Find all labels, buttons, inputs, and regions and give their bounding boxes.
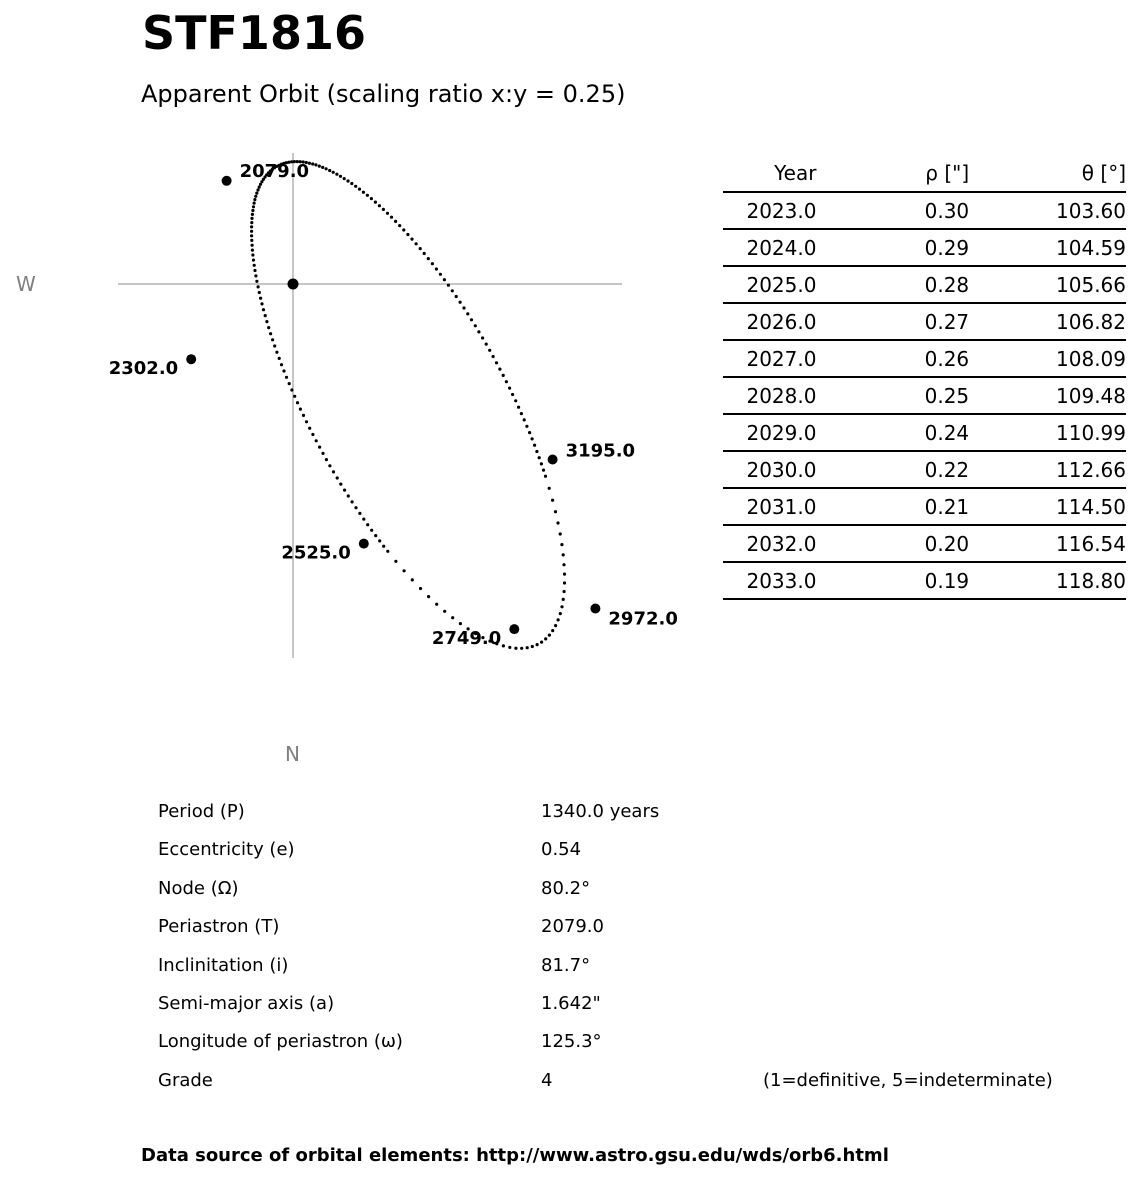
element-row (0, 910, 1141, 948)
orbit-dot (525, 425, 528, 428)
orbit-dot (520, 412, 523, 415)
orbit-dot (362, 518, 365, 521)
table-row (723, 451, 1126, 488)
orbit-dot (538, 456, 541, 459)
orbit-dot (492, 355, 495, 358)
epoch-marker (359, 539, 369, 549)
element-name: Eccentricity (e) (158, 839, 295, 861)
epoch-marker (509, 624, 519, 634)
grade-note: (1=definitive, 5=indeterminate) (763, 1069, 1053, 1091)
orbit-dot (332, 171, 335, 174)
epoch-label: 2525.0 (281, 542, 351, 564)
orbit-dot (354, 185, 357, 188)
orbit-dot (290, 388, 293, 391)
orbit-dot (562, 563, 565, 566)
orbit-dot (250, 239, 253, 242)
orbit-dot (560, 543, 563, 546)
element-row (0, 1025, 1141, 1063)
orbit-dot (250, 225, 253, 228)
orbit-dot (557, 618, 560, 621)
axis-label-north: N (285, 742, 300, 766)
orbit-dot (252, 259, 255, 262)
orbit-dot (502, 644, 505, 647)
orbit-dot (544, 637, 547, 640)
orbit-dot (559, 532, 562, 535)
cell-theta: 112.66 (969, 451, 1126, 488)
orbit-dot (267, 326, 270, 329)
orbit-dot (252, 205, 255, 208)
element-name: Periastron (T) (158, 916, 280, 938)
orbit-dot (435, 267, 438, 270)
orbit-dot (311, 433, 314, 436)
orbit-dot (370, 529, 373, 532)
orbit-dot (517, 406, 520, 409)
header-rho: ρ ["] (816, 155, 969, 192)
element-name: Inclinitation (i) (158, 954, 289, 976)
cell-rho: 0.26 (816, 340, 969, 377)
orbit-dot (257, 285, 260, 288)
orbit-dot (536, 643, 539, 646)
element-name: Node (Ω) (158, 877, 239, 899)
orbit-dot (370, 197, 373, 200)
orbit-dot (520, 647, 523, 650)
element-value: 80.2° (541, 877, 591, 899)
orbit-dot (477, 330, 480, 333)
orbit-dot (459, 301, 462, 304)
orbit-dot (358, 512, 361, 515)
orbit-dot (299, 408, 302, 411)
orbit-dot (551, 629, 554, 632)
orbit-dot (271, 338, 274, 341)
orbit-dot (250, 230, 253, 233)
orbit-dot (346, 179, 349, 182)
orbit-dot (325, 167, 328, 170)
orbit-dot (554, 624, 557, 627)
orbit-dot (398, 224, 401, 227)
orbit-dot (544, 475, 547, 478)
table-row (723, 229, 1126, 266)
orbit-dot (508, 646, 511, 649)
element-row (0, 833, 1141, 871)
orbit-dot (280, 363, 283, 366)
orbit-dot (253, 198, 256, 201)
orbit-dot (378, 539, 381, 542)
orbit-dot (531, 437, 534, 440)
orbit-dot (470, 318, 473, 321)
table-row (723, 525, 1126, 562)
orbit-dot (386, 212, 389, 215)
orbit-dot (526, 646, 529, 649)
orbit-dot (451, 616, 454, 619)
orbit-dot (250, 221, 253, 224)
highlighted-epochs (109, 161, 678, 649)
orbit-dot (386, 550, 389, 553)
orbit-dot (390, 216, 393, 219)
element-name: Longitude of periastron (ω) (158, 1031, 403, 1053)
orbit-dot (269, 332, 272, 335)
orbit-dot (540, 641, 543, 644)
element-row (0, 949, 1141, 987)
orbit-dot (423, 252, 426, 255)
orbit-dot (394, 220, 397, 223)
cell-year: 2027.0 (723, 340, 816, 377)
orbit-dot (382, 545, 385, 548)
orbit-dot (343, 489, 346, 492)
orbit-dot (315, 439, 318, 442)
orbit-dot (466, 312, 469, 315)
element-value: 81.7° (541, 954, 591, 976)
element-row (0, 872, 1141, 910)
orbit-dot (321, 452, 324, 455)
orbit-dot (293, 395, 296, 398)
orbit-dot (335, 173, 338, 176)
orbit-dot (374, 534, 377, 537)
orbit-dot (308, 427, 311, 430)
ephemeris-header-row (723, 155, 1126, 192)
orbit-dot (533, 444, 536, 447)
cell-theta: 118.80 (969, 562, 1126, 599)
orbit-dot (258, 291, 261, 294)
orbit-dot (254, 195, 257, 198)
header-year: Year (723, 155, 816, 192)
orbit-dot (339, 175, 342, 178)
orbit-dot (328, 169, 331, 172)
epoch-marker (222, 176, 232, 186)
element-name: Period (P) (158, 801, 245, 822)
element-value: 2079.0 (541, 916, 604, 938)
orbit-dot (410, 238, 413, 241)
orbit-dot (459, 622, 462, 625)
cell-theta: 109.48 (969, 377, 1126, 414)
orbit-dot (508, 387, 511, 390)
orbit-dot (321, 166, 324, 169)
orbit-dot (256, 188, 259, 191)
orbital-elements (0, 795, 1141, 1102)
orbit-dot (265, 320, 268, 323)
table-row (723, 562, 1126, 599)
cell-theta: 104.59 (969, 229, 1126, 266)
orbit-dot (305, 420, 308, 423)
orbit-dot (264, 314, 267, 317)
orbit-dot (262, 308, 265, 311)
orbit-dot (502, 374, 505, 377)
orbit-dot (358, 188, 361, 191)
orbit-dot (253, 269, 256, 272)
orbit-dot (251, 244, 254, 247)
orbit-dot (439, 273, 442, 276)
cell-theta: 108.09 (969, 340, 1126, 377)
orbit-dot (318, 165, 321, 168)
cell-rho: 0.20 (816, 525, 969, 562)
orbit-dot (318, 446, 321, 449)
orbit-dot (481, 336, 484, 339)
cell-year: 2030.0 (723, 451, 816, 488)
element-row (0, 1064, 1141, 1102)
data-source-footer: Data source of orbital elements: http://www.astro.gsu.edu/wds/orb6.html (141, 1145, 889, 1166)
cell-rho: 0.19 (816, 562, 969, 599)
orbit-dot (528, 431, 531, 434)
orbit-dot (562, 598, 565, 601)
orbit-dot (505, 380, 508, 383)
epoch-label: 2972.0 (608, 608, 678, 630)
primary-star-marker (288, 279, 299, 290)
orbit-dot (427, 257, 430, 260)
orbit-dot (403, 569, 406, 572)
orbit-dot (498, 368, 501, 371)
orbit-dot (255, 280, 258, 283)
element-value: 1340.0 years (541, 801, 660, 822)
orbit-dot (354, 506, 357, 509)
header-theta: θ [°] (969, 155, 1126, 192)
orbit-dot (411, 578, 414, 581)
orbit-dot (419, 247, 422, 250)
element-value: 0.54 (541, 839, 582, 861)
orbit-dot (296, 401, 299, 404)
cell-theta: 105.66 (969, 266, 1126, 303)
orbit-dot (548, 487, 551, 490)
epoch-label: 2749.0 (431, 628, 502, 650)
cell-year: 2029.0 (723, 414, 816, 451)
element-value: 125.3° (541, 1031, 602, 1053)
table-row (723, 414, 1126, 451)
orbit-dot (339, 483, 342, 486)
cell-rho: 0.29 (816, 229, 969, 266)
orbit-dot (443, 278, 446, 281)
ephemeris-table (723, 155, 1126, 600)
orbit-dot (443, 610, 446, 613)
orbit-dot (251, 213, 254, 216)
orbit-dot (275, 351, 278, 354)
orbit-dot (560, 605, 563, 608)
table-row (723, 303, 1126, 340)
orbit-dot (336, 476, 339, 479)
orbit-dot (563, 573, 566, 576)
orbit-dot (495, 361, 498, 364)
orbit-dot (542, 469, 545, 472)
orbit-dot (350, 182, 353, 185)
cell-year: 2026.0 (723, 303, 816, 340)
element-name: Grade (158, 1069, 213, 1091)
epoch-marker (590, 604, 600, 614)
orbit-dot (282, 369, 285, 372)
orbit-dot (260, 302, 263, 305)
orbit-dot (554, 510, 557, 513)
orbit-dot (253, 264, 256, 267)
epoch-label: 2302.0 (108, 358, 179, 380)
orbit-dot (556, 521, 559, 524)
cell-year: 2031.0 (723, 488, 816, 525)
orbit-dot (415, 242, 418, 245)
cell-rho: 0.21 (816, 488, 969, 525)
orbit-dot (273, 344, 276, 347)
orbit-dot (447, 284, 450, 287)
orbit-plot (0, 130, 700, 780)
element-row (0, 987, 1141, 1025)
cell-theta: 106.82 (969, 303, 1126, 340)
orbit-dot (531, 645, 534, 648)
element-value: 1.642" (541, 992, 601, 1014)
cell-rho: 0.25 (816, 377, 969, 414)
cell-theta: 114.50 (969, 488, 1126, 525)
orbit-dot (251, 253, 254, 256)
orbit-dot (253, 202, 256, 205)
orbit-dot (250, 217, 253, 220)
cell-rho: 0.22 (816, 451, 969, 488)
orbit-dot (343, 177, 346, 180)
orbit-dot (435, 603, 438, 606)
orbit-dot (551, 499, 554, 502)
orbit-dot (427, 595, 430, 598)
page-title: STF1816 (142, 6, 366, 60)
orbit-dot (285, 376, 288, 379)
orbit-dot (406, 233, 409, 236)
orbit-dot (251, 209, 254, 212)
cell-theta: 110.99 (969, 414, 1126, 451)
orbit-dot (462, 306, 465, 309)
cell-rho: 0.27 (816, 303, 969, 340)
cell-year: 2032.0 (723, 525, 816, 562)
epoch-label: 3195.0 (565, 440, 636, 462)
orbit-dot (351, 500, 354, 503)
cell-year: 2025.0 (723, 266, 816, 303)
orbit-dot (540, 462, 543, 465)
orbit-dot (559, 612, 562, 615)
orbit-dot (451, 289, 454, 292)
cell-theta: 116.54 (969, 525, 1126, 562)
orbit-dot (455, 295, 458, 298)
cell-year: 2028.0 (723, 377, 816, 414)
orbit-dot (250, 234, 253, 237)
epoch-marker (548, 455, 558, 465)
cell-rho: 0.28 (816, 266, 969, 303)
cell-rho: 0.24 (816, 414, 969, 451)
orbit-dot (474, 324, 477, 327)
cell-year: 2033.0 (723, 562, 816, 599)
orbit-dot (419, 587, 422, 590)
orbit-dot (251, 249, 254, 252)
orbit-dot (332, 470, 335, 473)
orbit-dot (366, 523, 369, 526)
orbit-dot (362, 191, 365, 194)
table-row (723, 340, 1126, 377)
table-row (723, 488, 1126, 525)
orbit-dot (563, 590, 566, 593)
orbit-dot (314, 163, 317, 166)
orbit-dot (278, 357, 281, 360)
orbit-dot (394, 560, 397, 563)
orbit-dot (347, 494, 350, 497)
table-row (723, 266, 1126, 303)
orbit-dot (514, 399, 517, 402)
orbit-dot (311, 162, 314, 165)
epoch-label: 2079.0 (239, 160, 310, 182)
orbit-dot (374, 201, 377, 204)
element-value: 4 (541, 1069, 553, 1091)
orbit-dot (511, 393, 514, 396)
table-row (723, 192, 1126, 229)
cell-rho: 0.30 (816, 192, 969, 229)
orbit-dot (523, 418, 526, 421)
orbit-dot (325, 458, 328, 461)
epoch-marker (186, 354, 196, 364)
orbit-dot (488, 349, 491, 352)
orbit-dot (302, 414, 305, 417)
cell-year: 2023.0 (723, 192, 816, 229)
orbit-dot (366, 194, 369, 197)
orbit-dot (288, 382, 291, 385)
orbit-dot (548, 634, 551, 637)
orbit-dot (535, 450, 538, 453)
orbit-dot (258, 186, 261, 189)
cell-year: 2024.0 (723, 229, 816, 266)
orbit-dot (382, 208, 385, 211)
orbit-dot (378, 204, 381, 207)
orbit-dot (514, 647, 517, 650)
orbit-dot (328, 464, 331, 467)
orbit-dot (254, 274, 257, 277)
orbit-dot (402, 228, 405, 231)
orbit-dot (259, 297, 262, 300)
orbit-dot (255, 192, 258, 195)
element-name: Semi-major axis (a) (158, 992, 335, 1014)
orbit-dot (563, 581, 566, 584)
orbit-path (250, 160, 566, 650)
axis-label-west: W (16, 272, 36, 296)
table-row (723, 377, 1126, 414)
element-row (0, 795, 1141, 833)
orbit-dot (485, 343, 488, 346)
cell-theta: 103.60 (969, 192, 1126, 229)
orbit-dot (431, 262, 434, 265)
chart-subtitle: Apparent Orbit (scaling ratio x:y = 0.25) (141, 80, 626, 108)
orbit-dot (562, 553, 565, 556)
